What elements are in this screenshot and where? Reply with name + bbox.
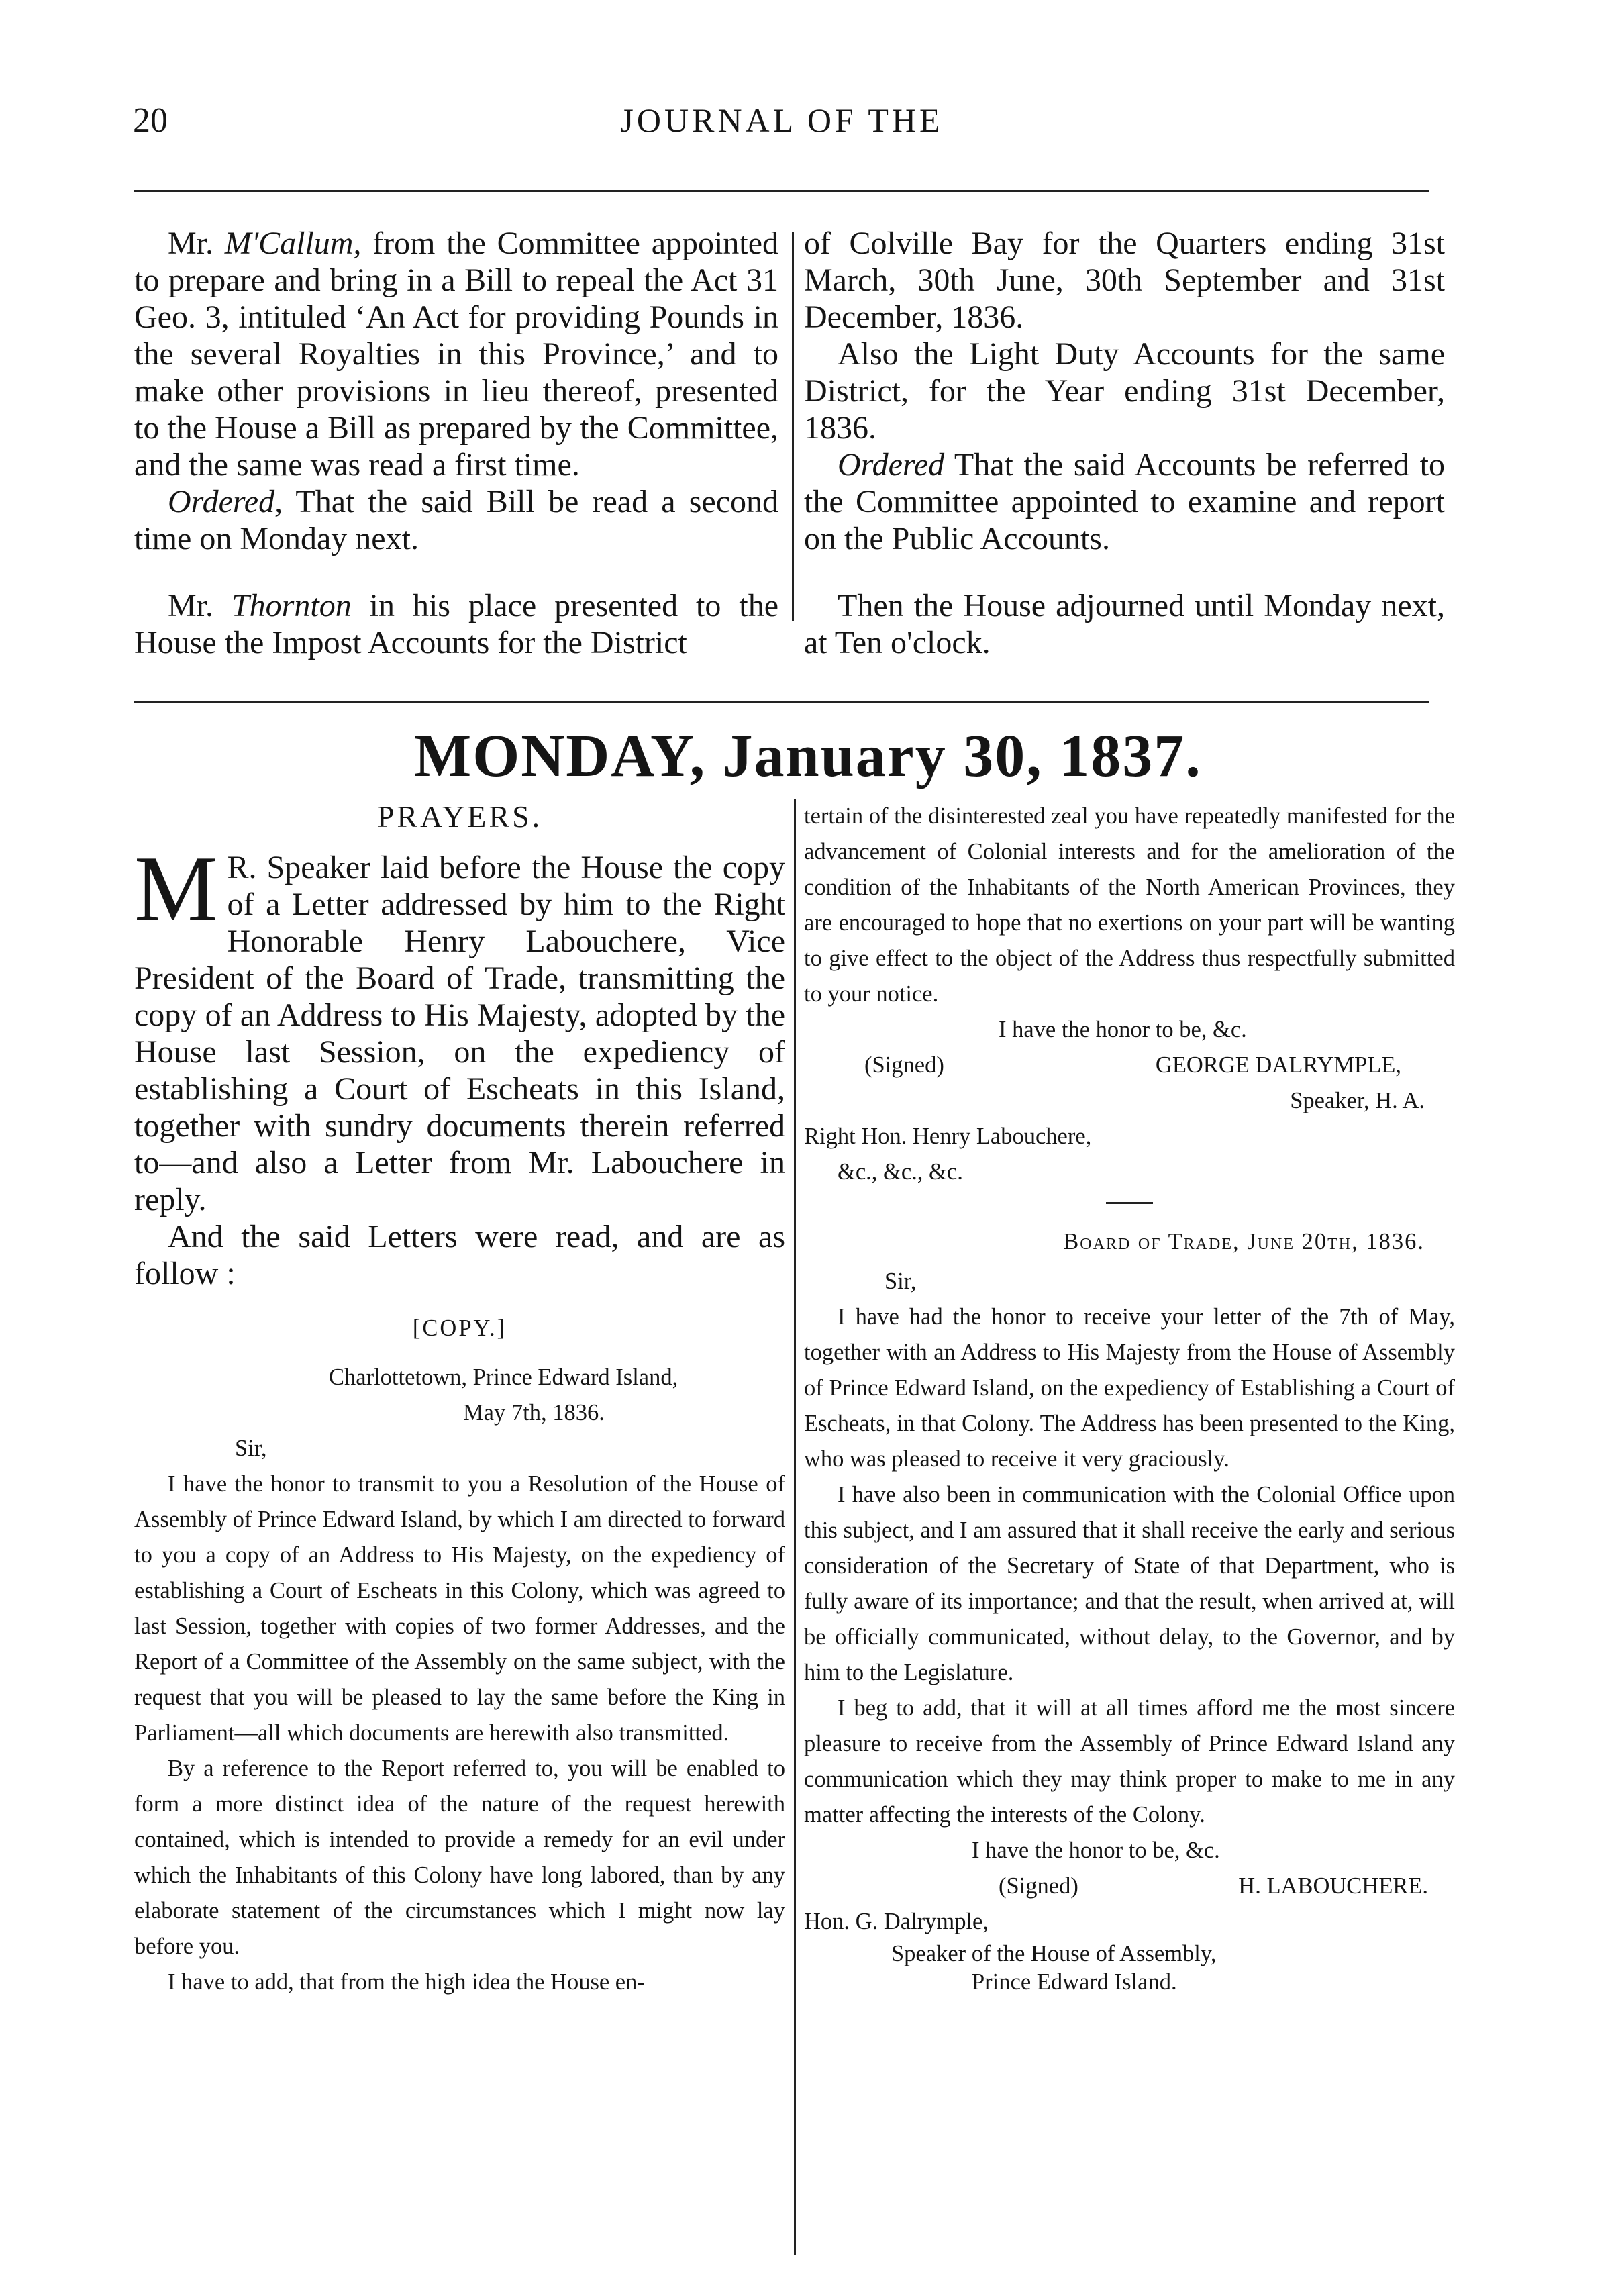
letter2-paragraph-1: I have had the honor to receive your letter of the 7th of May, together with an Address to His Majesty from the House of Assembly of Prince Edward Island, on the expediency of Establishing a Court of Escheats, in that Colony. The Address has been presented to the King, who was pleased to receive it very graciously. — [804, 1304, 1455, 1472]
addressee-2-line-2: Speaker of the House of Assembly, — [891, 1941, 1217, 1966]
letter-date: May 7th, 1836. — [463, 1400, 605, 1426]
signed-label-2: (Signed) — [999, 1873, 1078, 1899]
bottom-column-divider — [794, 799, 796, 2255]
letter2-paragraph-2: I have also been in communication with the Colonial Office upon this subject, and I am assured that it shall receive the early and serious consideration of the Secretary of State of that Department, who is fully aware of its importance; and that the result, when arrived at, will be officially communicated, without delay, to the Governor, and by him to the Legislature. — [804, 1482, 1455, 1685]
signatory-1-title: Speaker, H. A. — [1290, 1088, 1425, 1113]
bottom-left-column — [134, 799, 785, 2000]
paragraph-speaker-letter: M R. Speaker laid before the House the copy of a Letter addressed by him to the Right Honorable Henry Labouchere, Vice President of the Board of Trade, transmitting the copy of an Address to His Majesty, adopted by the House last Session, on the expediency of establishing a Court of Escheats in this Island, together with sundry documents therein referred to—and also a Letter from Mr. Labouchere in reply. — [134, 837, 785, 1217]
signatory-2: H. LABOUCHERE. — [1238, 1873, 1428, 1899]
letter-separator — [1106, 1202, 1153, 1204]
copy-label: [COPY.] — [412, 1315, 507, 1341]
board-of-trade-dateline: Board of Trade, June 20th, 1836. — [1063, 1229, 1425, 1254]
letter1-continuation: tertain of the disinterested zeal you have repeatedly manifested for the advancement of Colonial interests and for the amelioration of the condition of the Inhabitants of the North American Provinces, they are encouraged to hope that no exertions on your part will be wanting to give effect to the object of the Address thus respectfully submitted to your notice. — [804, 803, 1455, 1007]
signature-1 — [804, 1048, 1455, 1083]
addressee-1-line-1: Right Hon. Henry Labouchere, — [804, 1124, 1092, 1149]
prayers-heading: PRAYERS. — [376, 799, 543, 834]
drop-cap: M — [134, 837, 218, 941]
letter2-paragraph-3: I beg to add, that it will at all times afford me the most sincere pleasure to receive from the Assembly of Prince Edward Island any communication which they may think proper to make to me in any matter affecting the interests of the Colony. — [804, 1695, 1455, 1828]
letter-salutation: Sir, — [235, 1436, 267, 1461]
closing-1: I have the honor to be, &c. — [999, 1017, 1247, 1042]
running-head: JOURNAL OF THE — [620, 101, 944, 139]
signature-2 — [804, 1868, 1455, 1904]
page-header — [128, 101, 1436, 154]
paragraph-thornton: Mr. Thornton in his place presented to the House the Impost Accounts for the District — [134, 588, 778, 660]
addressee-1-line-2: &c., &c., &c. — [838, 1159, 963, 1185]
closing-2: I have the honor to be, &c. — [972, 1838, 1220, 1863]
top-left-column — [134, 225, 778, 661]
paragraph-mccallum: Mr. M'Callum, from the Committee appointed to prepare and bring in a Bill to repeal the Act 31 Geo. 3, intituled ‘An Act for providing Pounds in the several Royalties in this Province,’ and to make other provisions in lieu thereof, presented to the House a Bill as prepared by the Committee, and the same was read a first time. — [134, 226, 779, 483]
paragraph-colville: of Colville Bay for the Quarters ending 31st March, 30th June, 30th September and 31st December, 1836. — [804, 226, 1445, 335]
monday-heading: MONDAY, January 30, 1837. — [414, 723, 1202, 789]
signatory-1: GEORGE DALRYMPLE, — [1155, 1052, 1401, 1078]
bottom-right-column — [804, 799, 1455, 1996]
paragraph-light-duty: Also the Light Duty Accounts for the same District, for the Year ending 31st December, 1836. — [804, 336, 1445, 446]
letter-paragraph-1: I have the honor to transmit to you a Resolution of the House of Assembly of Prince Edward Island, by which I am directed to forward to you a copy of an Address to His Majesty, on the expediency of establishing a Court of Escheats in this Colony, which was agreed to last Session, together with copies of two former Addresses, and the Report of a Committee of the Assembly on the same subject, with the request that you will be pleased to lay the same before the King in Parliament—all which documents are herewith also transmitted. — [134, 1471, 785, 1746]
signed-label-1: (Signed) — [864, 1052, 944, 1078]
page-number: 20 — [133, 101, 168, 140]
letter-paragraph-3: I have to add, that from the high idea the House en- — [168, 1969, 645, 1995]
top-column-divider — [792, 232, 794, 621]
top-right-column — [804, 225, 1445, 661]
letter-paragraph-2: By a reference to the Report referred to, you will be enabled to form a more distinct idea of the nature of the request herewith contained, which is intended to provide a remedy for an evil under which the Inhabitants of this Colony have long labored, than by any elaborate statement of the circumstances which I might now lay before you. — [134, 1756, 785, 1959]
letter2-salutation: Sir, — [885, 1268, 917, 1294]
paragraph-ordered-accounts: Ordered That the said Accounts be referred to the Committee appointed to examine and report on the Public Accounts. — [804, 447, 1445, 556]
section-rule — [134, 701, 1429, 703]
addressee-2-line-3: Prince Edward Island. — [972, 1969, 1177, 1995]
paragraph-ordered-bill: Ordered, That the said Bill be read a second time on Monday next. — [134, 484, 778, 556]
paragraph-adjourned: Then the House adjourned until Monday next, at Ten o'clock. — [804, 588, 1445, 660]
letter-place: Charlottetown, Prince Edward Island, — [329, 1364, 678, 1390]
header-rule — [134, 190, 1429, 192]
addressee-2-line-1: Hon. G. Dalrymple, — [804, 1909, 989, 1934]
paragraph-letters-read: And the said Letters were read, and are as follow : — [134, 1219, 785, 1291]
